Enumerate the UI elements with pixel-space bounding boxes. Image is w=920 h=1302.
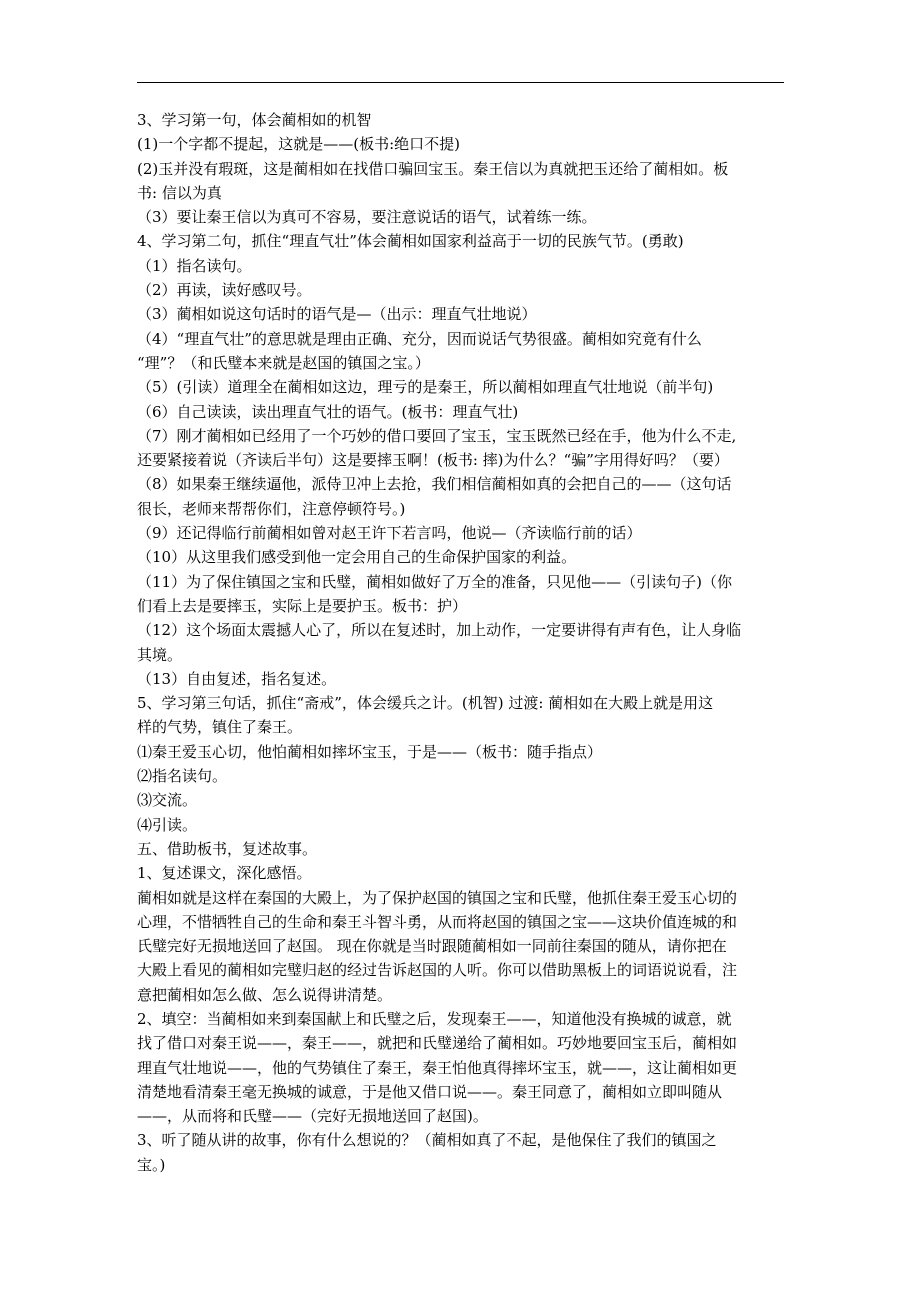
text-line: （5）(引读）道理全在蔺相如这边，理亏的是秦王，所以蔺相如理直气壮地说（前半句)	[137, 378, 714, 397]
text-line: （9）还记得临行前蔺相如曾对赵王许下若言吗，他说—（齐读临行前的话）	[137, 524, 642, 543]
text-line: （12）这个场面太震撼人心了，所以在复述时，加上动作，一定要讲得有声有色，让人身临	[137, 621, 742, 640]
text-line: （4）“理直气壮”的意思就是理由正确、充分，因而说话气势很盛。蔺相如究竟有什么	[137, 329, 702, 348]
text-line: （3）蔺相如说这句话时的语气是—（出示：理直气壮地说）	[137, 305, 537, 324]
text-line: 五、借助板书，复述故事。	[137, 839, 318, 858]
text-line: (1)一个字都不提起，这就是——(板书:绝口不提)	[137, 135, 461, 154]
text-line: ⑴秦王爱玉心切，他怕蔺相如摔坏宝玉，于是——（板书：随手指点）	[137, 742, 603, 761]
text-line: 清楚地看清秦王毫无换城的诚意，于是他又借口说——。秦王同意了，蔺相如立即叫随从	[137, 1082, 723, 1101]
text-line: 蔺相如就是这样在秦国的大殿上，为了保护赵国的镇国之宝和氏璧，他抓住秦王爱玉心切的	[137, 888, 738, 907]
text-line: （1）指名读句。	[137, 256, 252, 275]
text-line: (2)玉并没有瑕斑，这是蔺相如在找借口骗回宝玉。秦王信以为真就把玉还给了蔺相如。板	[137, 159, 729, 178]
header-rule	[137, 82, 784, 83]
text-line: （10）从这里我们感受到他一定会用自己的生命保护国家的利益。	[137, 548, 577, 567]
text-line: 意把蔺相如怎么做、怎么说得讲清楚。	[137, 985, 393, 1004]
text-line: ⑷引读。	[137, 815, 198, 834]
text-line: （13）自由复述，指名复述。	[137, 669, 337, 688]
text-line: 样的气势，镇住了秦王。	[137, 718, 303, 737]
text-line: 3、听了随从讲的故事，你有什么想说的？（蔺相如真了不起，是他保住了我们的镇国之	[137, 1131, 717, 1150]
text-line: （6）自己读读，读出理直气壮的语气。(板书：理直气壮)	[137, 402, 519, 421]
text-line: 书: 信以为真	[137, 183, 222, 202]
text-line: （3）要让秦王信以为真可不容易，要注意说话的语气，试着练一练。	[137, 208, 597, 227]
text-line: 3、学习第一句，体会蔺相如的机智	[137, 111, 372, 129]
text-line: 大殿上看见的蔺相如完璧归赵的经过告诉赵国的人听。你可以借助黑板上的词语说说看，注	[137, 961, 738, 980]
text-line: 4、学习第二句，抓住“理直气壮”体会蔺相如国家利益高于一切的民族气节。(勇敢)	[137, 232, 684, 251]
text-line: 理直气壮地说——，他的气势镇住了秦王，秦王怕他真得摔坏宝玉，就——，这让蔺相如更	[137, 1058, 738, 1077]
text-line: （11）为了保住镇国之宝和氏璧，蔺相如做好了万全的准备，只见他——（引读句子)（你	[137, 572, 732, 591]
text-line: （2）再读，读好感叹号。	[137, 281, 312, 300]
text-line: （8）如果秦王继续逼他，派侍卫冲上去抢，我们相信蔺相如真的会把自己的——（这句话	[137, 475, 732, 494]
text-line: 2、填空：当蔺相如来到秦国献上和氏璧之后，发现秦王——，知道他没有换城的诚意，就	[137, 1009, 732, 1028]
text-line: ⑵指名读句。	[137, 767, 228, 786]
text-line: “理”？（和氏璧本来就是赵国的镇国之宝。）	[137, 353, 430, 372]
text-line: 1、复述课文，深化感悟。	[137, 864, 312, 883]
document-body	[137, 108, 787, 1177]
text-line: 宝。)	[137, 1155, 166, 1174]
text-line: 其境。	[137, 645, 183, 664]
text-line: 们看上去是要摔玉，实际上是要护玉。板书：护）	[137, 596, 468, 615]
text-line: 心理，不惜牺牲自己的生命和秦王斗智斗勇，从而将赵国的镇国之宝——这块价值连城的和	[137, 912, 738, 931]
text-line: 5、学习第三句话，抓住“斋戒”，体会缓兵之计。(机智) 过渡: 蔺相如在大殿上就是用这	[137, 694, 714, 713]
text-line: 找了借口对秦王说——，秦王——，就把和氏璧递给了蔺相如。巧妙地要回宝玉后，蔺相如	[137, 1034, 738, 1053]
text-line: ⑶交流。	[137, 791, 198, 810]
text-line: 很长，老师来帮帮你们，注意停顿符号。)	[137, 499, 406, 518]
text-line: ——，从而将和氏璧——（完好无损地送回了赵国)。	[137, 1107, 488, 1126]
text-line: 还要紧接着说（齐读后半句）这是要摔玉啊！(板书: 摔)为什么？“骗”字用得好吗？（要）	[137, 451, 729, 470]
text-line: 氏璧完好无损地送回了赵国。 现在你就是当时跟随蔺相如一同前往秦国的随从，请你把在	[137, 937, 727, 956]
text-line: （7）刚才蔺相如已经用了一个巧妙的借口要回了宝玉，宝玉既然已经在手，他为什么不走,	[137, 426, 737, 445]
